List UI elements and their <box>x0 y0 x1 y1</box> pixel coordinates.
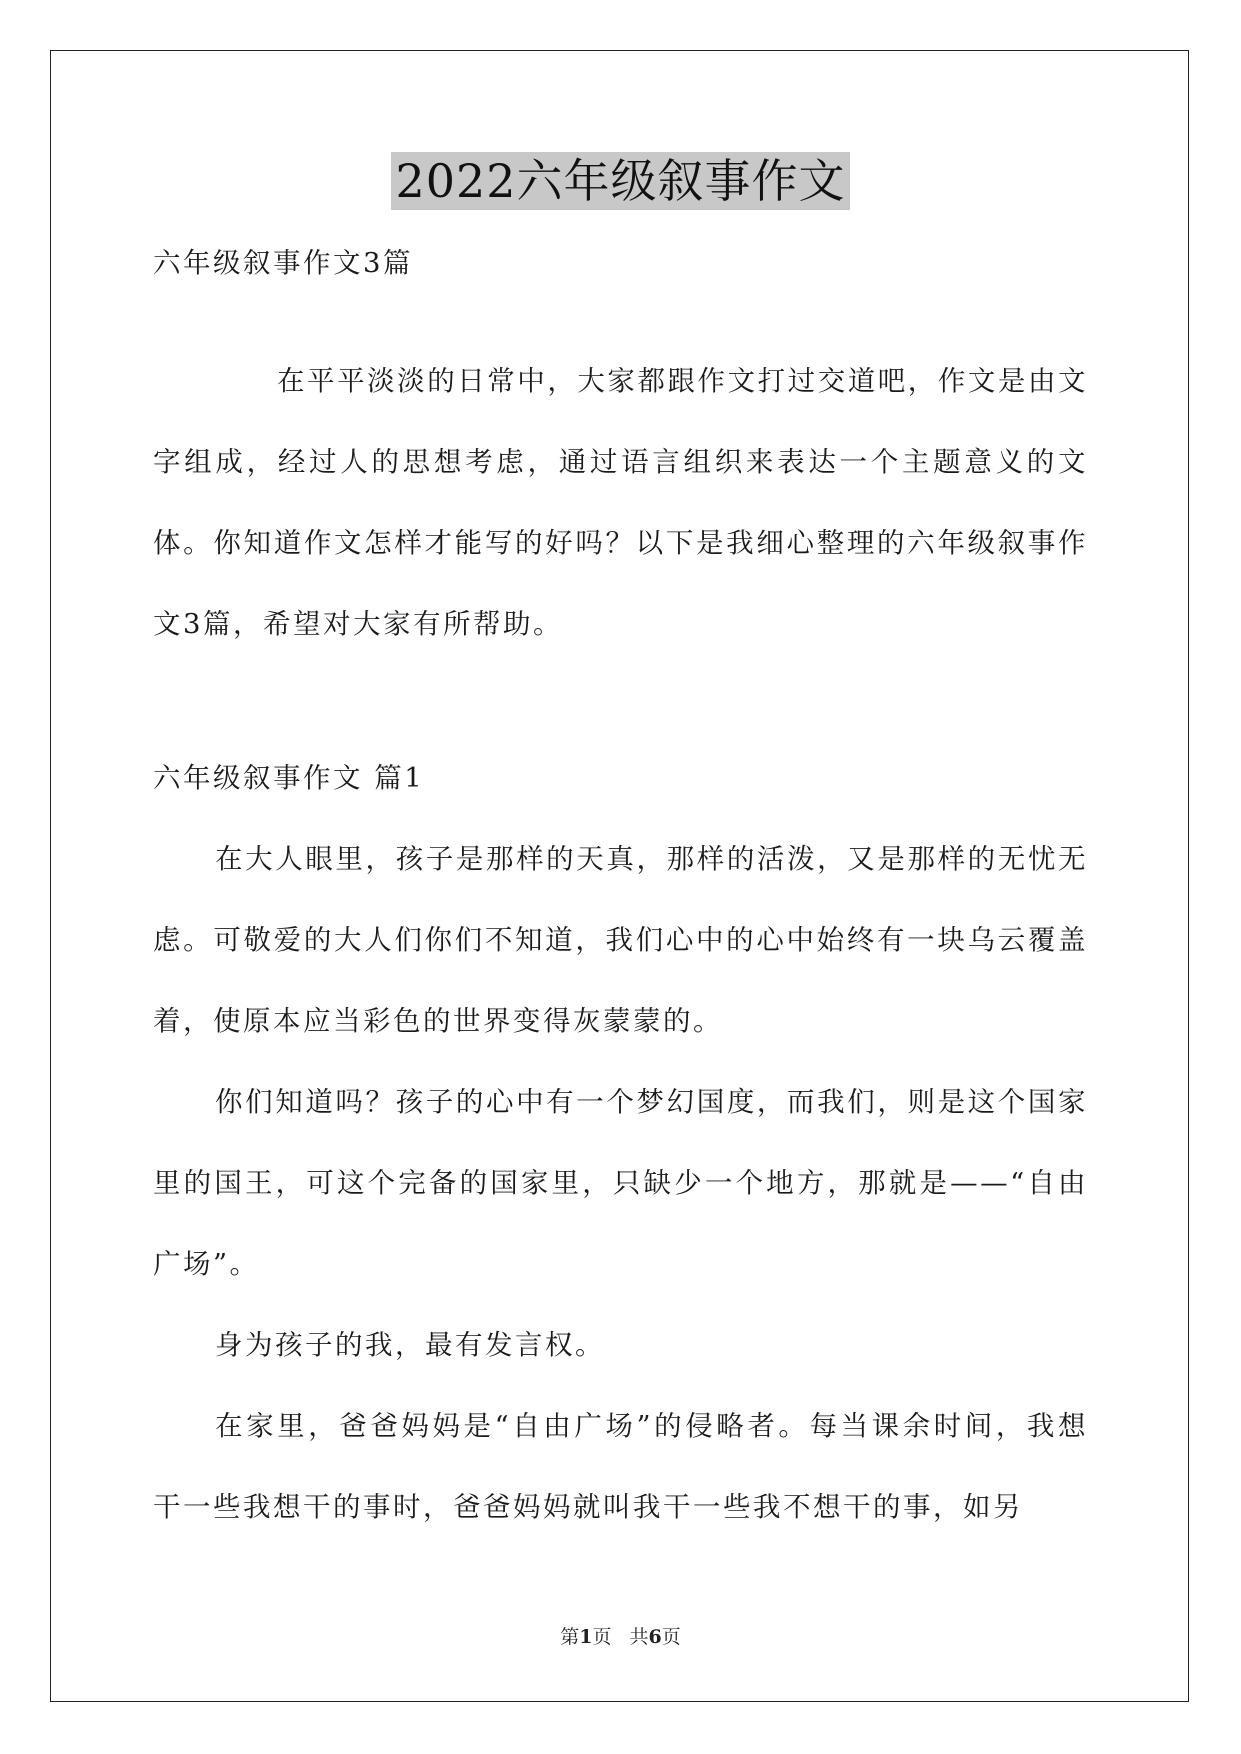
footer-total-prefix: 共 <box>629 1626 649 1648</box>
intro-paragraph: 在平平淡淡的日常中，大家都跟作文打过交道吧，作文是由文字组成，经过人的思想考虑，通过语言组织来表达一个主题意义的文体。你知道作文怎样才能写的好吗？以下是我细心整理的六年级叙事作文3篇，希望对大家有所帮助。 <box>153 365 1088 640</box>
body-paragraph: 在家里，爸爸妈妈是“自由广场”的侵略者。每当课余时间，我想干一些我想干的事时，爸爸妈妈就叫我干一些我不想干的事，如另 <box>153 1410 1088 1523</box>
title-container <box>0 152 1241 210</box>
page-footer <box>0 1625 1241 1649</box>
body-paragraph: 在大人眼里，孩子是那样的天真，那样的活泼，又是那样的无忧无虑。可敬爱的大人们你们不知道，我们心中的心中始终有一块乌云覆盖着，使原本应当彩色的世界变得灰蒙蒙的。 <box>153 843 1088 1037</box>
section-heading: 六年级叙事作文 篇1 <box>153 762 425 794</box>
footer-total-suffix: 页 <box>661 1626 681 1648</box>
total-page-count: 6 <box>648 1626 662 1648</box>
footer-page-suffix: 页 <box>592 1626 612 1648</box>
document-title: 2022六年级叙事作文 <box>391 152 849 210</box>
document-subheading: 六年级叙事作文3篇 <box>153 247 413 279</box>
current-page-number: 1 <box>579 1626 593 1648</box>
body-paragraph: 你们知道吗？孩子的心中有一个梦幻国度，而我们，则是这个国家里的国王，可这个完备的国家里，只缺少一个地方，那就是——“自由广场”。 <box>153 1086 1088 1280</box>
footer-page-prefix: 第 <box>560 1626 580 1648</box>
body-paragraph: 身为孩子的我，最有发言权。 <box>215 1329 605 1361</box>
